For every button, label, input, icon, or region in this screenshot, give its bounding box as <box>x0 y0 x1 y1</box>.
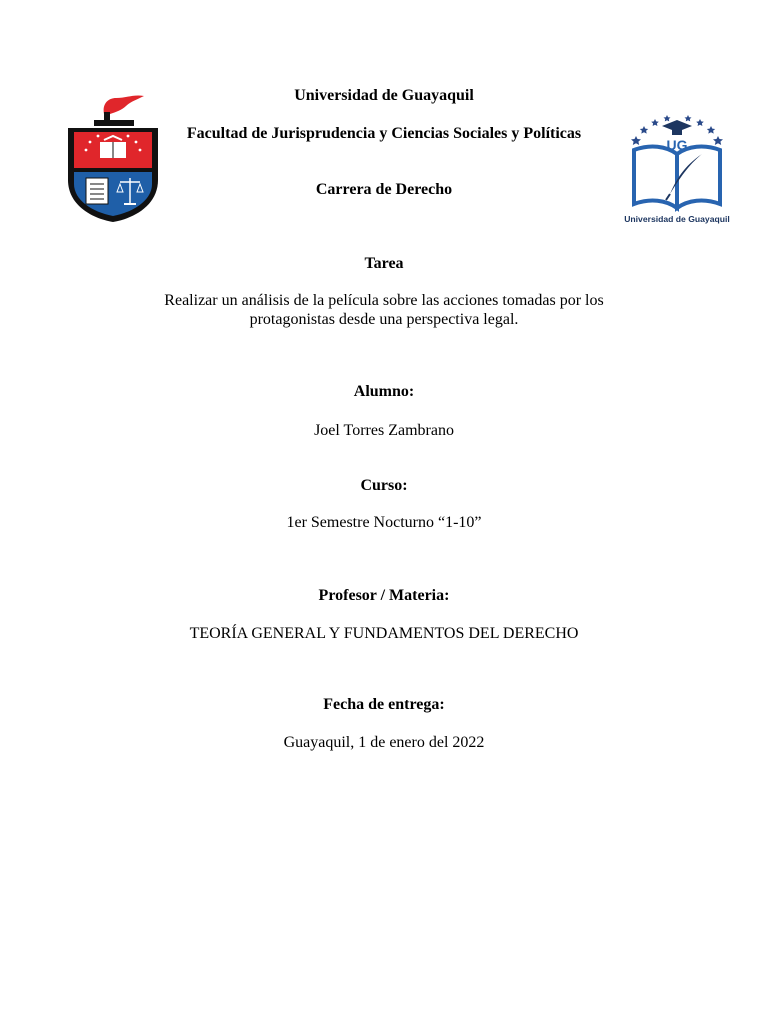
due-label: Fecha de entrega: <box>323 696 445 713</box>
university-book-quill-icon <box>622 110 732 214</box>
task-description: Realizar un análisis de la película sobre las acciones tomadas por los protagonistas desde una perspectiva legal. <box>164 292 604 328</box>
student-name: Joel Torres Zambrano <box>314 422 454 439</box>
subject-label: Profesor / Materia: <box>318 587 450 604</box>
subject-value: TEORÍA GENERAL Y FUNDAMENTOS DEL DERECHO <box>189 625 579 642</box>
university-brand-text: Universidad de Guayaquil <box>624 214 730 224</box>
task-heading: Tarea <box>364 255 404 272</box>
faculty-crest-logo <box>64 92 162 224</box>
course-label: Curso: <box>360 477 408 494</box>
faculty-crest-icon <box>64 92 162 224</box>
student-label: Alumno: <box>353 383 415 400</box>
due-value: Guayaquil, 1 de enero del 2022 <box>283 734 485 751</box>
university-logo <box>622 110 732 232</box>
faculty-name: Facultad de Jurisprudencia y Ciencias Sociales y Políticas <box>186 125 582 142</box>
career-name: Carrera de Derecho <box>315 181 453 198</box>
course-value: 1er Semestre Nocturno “1-10” <box>286 514 482 531</box>
university-name: Universidad de Guayaquil <box>294 87 474 104</box>
svg-text:UG: UG <box>666 137 688 153</box>
